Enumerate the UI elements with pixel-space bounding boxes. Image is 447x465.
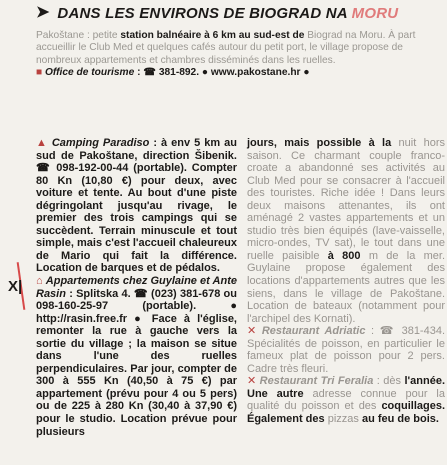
section-title <box>57 5 398 22</box>
apartment-title: Appartements chez Guylaine et Ante Rasin <box>36 275 237 300</box>
apartment-continuation <box>247 137 445 325</box>
restaurant-adriatic-title: Restaurant Adriatic <box>261 325 366 338</box>
camping-title: Camping Paradiso <box>51 137 150 149</box>
two-columns <box>0 137 447 465</box>
info-icon: ■ <box>36 66 43 78</box>
home-icon: ⌂ <box>36 275 43 288</box>
section-header <box>0 0 447 26</box>
restaurant-feralia-entry <box>247 375 445 425</box>
apartment-text: : Splitska 4. ☎ (023) 381-678 ou 098-160-25-97 (portable). ● http://rasin.free.fr ● Face à l'église, remonter la rue à gauche vers la sortie du village ; la maison se situe dans l'une des ruelles perpendiculaires. Par jour, compter de 300 à 555 Kn (40,50 à 75 €) par appartement (prévu pour 4 ou 5 pers) ou de 225 à 280 Kn (30,40 à 37,90 €) pour le studio. Location prévue pour plusieurs <box>36 287 237 438</box>
feralia-end: au feu de bois. <box>361 413 439 426</box>
intro-tail: Biograd na <box>304 30 357 41</box>
title-main: DANS LES ENVIRONS DE BIOGRAD NA <box>57 4 352 22</box>
intro-place: Pakoštane : petite <box>36 30 118 41</box>
cont-bold: jours, mais possible à la <box>247 137 392 149</box>
restaurant-adriatic-entry <box>247 325 445 375</box>
camping-text: : à env 5 km au sud de Pakoštane, direction Šibenik. ☎ 098-192-00-44 (portable). Compter 80 Kn (10,80 €) pour deux, avec voiture et tente. Au bout d'une piste dégringolant jusqu'au rivage, le premier des trois campings qui se succèdent. Terrain minuscule et tout simple, mais c'est l'accueil chaleureux de Mario qui fait la différence. Location de barques et de pédalos. <box>36 137 238 275</box>
cont-bold-2: à 800 <box>327 249 361 262</box>
intro-block <box>0 30 447 79</box>
cont-faded: nuit hors saison. Ce charmant couple franco-croate a abandonné ses activités au Club Med pour se consacrer à l'accueil des touristes. Riche idée ! Dans leurs deux maisons attenantes, ils ont aménagé 2 vastes appartements et un studio très bien équipés (lave-vaisselle, micro-ondes, TV sat), le tout dans une ruelle paisible <box>247 137 445 262</box>
feralia-bold-2: coquillages. Également des <box>247 400 446 426</box>
cont-faded-2: m de la mer. Guylaine propose également des locations d'appartements autres que les siens, dans le village de Pakoštane. Location de bateaux (notamment pour l'archipel des Kornati). <box>247 249 446 325</box>
intro-rest: Moru. À part accueillir le Club Med et quelques cafés autour du petit port, le village propose de nombreux appartements et chambres disséminés dans les ruelles. <box>36 30 416 66</box>
feralia-bold: l'année. Une autre <box>247 375 446 400</box>
apartment-entry <box>36 275 237 438</box>
fork-icon: ✕ <box>247 325 257 338</box>
intro-paragraph <box>36 30 443 67</box>
office-label: Office de tourisme <box>45 66 135 78</box>
intro-bold: station balnéaire à 6 km au sud-est de <box>117 30 305 41</box>
feralia-faded: adresse connue pour la qualité du poisson et des <box>247 387 445 413</box>
restaurant-adriatic-text: : ☎ 381-434. Spécialités de poisson, en particulier le fameux plat de poisson pour 2 pers. Cadre très fleuri. <box>247 325 446 375</box>
right-column <box>245 137 447 465</box>
office-info: : ☎ 381-892. ● www.pakostane.hr ● <box>134 66 310 78</box>
arrow-icon: ➤ <box>36 4 50 21</box>
feralia-faded-2: pizzas <box>324 413 359 426</box>
title-highlight: MORU <box>351 4 399 22</box>
left-column <box>0 137 245 465</box>
handwritten-margin-mark: X| <box>8 278 23 295</box>
tent-icon: ▲ <box>36 137 48 149</box>
office-line <box>36 67 443 79</box>
restaurant-feralia-title: Restaurant Tri Feralia <box>259 375 374 388</box>
fork-icon-2: ✕ <box>247 375 257 388</box>
restaurant-feralia-text: : dès <box>373 375 402 388</box>
camping-entry <box>36 137 237 275</box>
